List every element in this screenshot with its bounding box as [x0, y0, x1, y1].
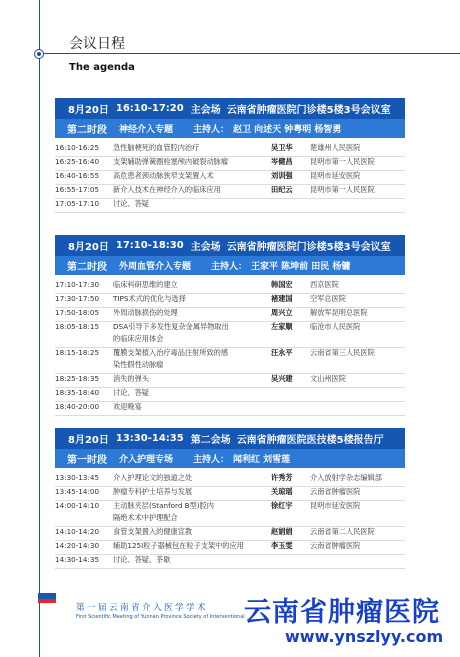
- row-topic-line: 支架辅助弹簧圈栓塞颅内破裂动脉瘤: [113, 157, 229, 166]
- agenda-row: [55, 555, 405, 569]
- agenda-row: [55, 171, 405, 185]
- section-venue-type: 主会场: [190, 105, 221, 116]
- row-topic-line: 讨论、答疑: [113, 388, 149, 397]
- agenda-row: [55, 473, 405, 487]
- session-topic: 神经介入专题: [119, 125, 174, 135]
- row-time: 16:40-16:55: [55, 171, 100, 180]
- row-speaker: 吴卫华: [271, 143, 293, 152]
- agenda-row: [55, 388, 405, 402]
- row-topic: [113, 388, 269, 400]
- title-bullet-icon: [34, 49, 44, 59]
- title-rule: [39, 53, 460, 54]
- section-header: [55, 98, 405, 119]
- row-time: 18:40-20:00: [55, 402, 100, 411]
- section-venue-type: 第二会场: [190, 435, 231, 446]
- row-time: 16:25-16:40: [55, 157, 100, 166]
- section-date: 8月20日: [68, 105, 109, 116]
- row-topic-line: 讨论、答疑: [113, 199, 149, 208]
- session-topic: 外周血管介入专题: [119, 262, 192, 272]
- row-topic: [113, 143, 269, 155]
- row-speaker: 周兴立: [271, 308, 293, 317]
- row-topic-line: 染性假性动脉瘤: [113, 360, 164, 369]
- row-speaker: 李玉雯: [271, 541, 293, 550]
- session-host-label: 主持人：: [193, 125, 230, 135]
- row-time: 16:10-16:25: [55, 143, 100, 152]
- agenda-row: [55, 157, 405, 171]
- page-subtitle: The agenda: [69, 62, 135, 73]
- row-speaker: 刘训强: [271, 171, 293, 180]
- agenda-row: [55, 348, 405, 374]
- row-topic-line: DSA引导下多发性复杂金属异物取出: [113, 322, 229, 331]
- row-affiliation: 昆明市第一人民医院: [310, 157, 375, 166]
- row-time: 13:45-14:00: [55, 487, 100, 496]
- footer-meeting-name-en: First Scientific Meeting of Yunnan Province Society of Interventional: [76, 614, 245, 620]
- row-time: 16:55-17:05: [55, 185, 100, 194]
- agenda-row: [55, 308, 405, 322]
- section-venue-type: 主会场: [190, 242, 221, 253]
- row-topic: [113, 171, 269, 183]
- section-venue: 云南省肿瘤医院门诊楼5楼3号会议室: [226, 242, 391, 253]
- row-topic-line: 介入护理论文的独道之处: [113, 473, 193, 482]
- row-affiliation: 文山州医院: [310, 374, 346, 383]
- row-time: 13:30-13:45: [55, 473, 100, 482]
- row-speaker: 田纪云: [271, 185, 293, 194]
- row-topic: [113, 157, 269, 169]
- society-flag-icon: [38, 593, 56, 603]
- agenda-row: [55, 402, 405, 416]
- page-title: 会议日程: [69, 36, 125, 52]
- session-subheader: [55, 256, 405, 275]
- session-topic: 介入护理专场: [119, 455, 174, 465]
- row-topic-line: 消失的弹头: [113, 374, 149, 383]
- session-period: 第二时段: [67, 125, 107, 136]
- row-topic-line: 欢迎晚宴: [113, 402, 142, 411]
- row-affiliation: 介入放射学杂志编辑部: [310, 473, 382, 482]
- section-time: 16:10-17:20: [115, 103, 184, 114]
- row-affiliation: 昆明市延安医院: [310, 171, 361, 180]
- row-time: 18:35-18:40: [55, 388, 100, 397]
- row-affiliation: 云南省第三人民医院: [310, 348, 375, 357]
- row-speaker: 左家顺: [271, 322, 293, 331]
- row-time: 18:15-18:25: [55, 348, 100, 357]
- session-period: 第二时段: [67, 262, 107, 273]
- session-hosts: 闻利红 刘雪莲: [233, 455, 291, 465]
- row-time: 17:30-17:50: [55, 294, 100, 303]
- row-affiliation: 西京医院: [310, 280, 339, 289]
- row-time: 14:00-14:10: [55, 501, 100, 510]
- session-hosts: 赵卫 向述天 钟粤明 杨智勇: [233, 125, 342, 135]
- row-affiliation: 昆明市延安医院: [310, 501, 361, 510]
- agenda-row: [55, 280, 405, 294]
- agenda-row: [55, 374, 405, 388]
- row-topic-line: 肿瘤专科护士培养与发展: [113, 487, 193, 496]
- row-topic: [113, 501, 269, 525]
- session-period: 第一时段: [67, 455, 107, 466]
- row-topic-line: 急性脑梗死的血管腔内治疗: [113, 143, 200, 152]
- row-topic-line: 覆膜支架植入治疗毒品注射所致的感: [113, 348, 229, 357]
- section-venue: 云南省肿瘤医院医技楼5楼报告厅: [236, 435, 384, 446]
- row-speaker: 许秀芳: [271, 473, 293, 482]
- section-date: 8月20日: [68, 435, 109, 446]
- row-affiliation: 云南省肿瘤医院: [310, 487, 361, 496]
- row-topic-line: TIPS术式的优化与选择: [113, 294, 186, 303]
- row-affiliation: 云南省第二人民医院: [310, 527, 375, 536]
- row-topic: [113, 374, 269, 386]
- row-time: 18:25-18:35: [55, 374, 100, 383]
- row-time: 14:30-14:35: [55, 555, 100, 564]
- row-speaker: 关琼瑶: [271, 487, 293, 496]
- row-topic: [113, 280, 269, 292]
- session-subheader: [55, 449, 405, 468]
- section-venue: 云南省肿瘤医院门诊楼5楼3号会议室: [226, 105, 391, 116]
- row-speaker: 褚建国: [271, 294, 293, 303]
- row-topic-line: 的临床应用体会: [113, 334, 164, 343]
- row-topic: [113, 402, 269, 414]
- row-speaker: 吴兴建: [271, 374, 293, 383]
- section-header: [55, 235, 405, 256]
- row-affiliation: 临沧市人民医院: [310, 322, 361, 331]
- row-topic: [113, 527, 269, 539]
- row-affiliation: 解放军昆明总医院: [310, 308, 368, 317]
- section-date: 8月20日: [68, 242, 109, 253]
- watermark-url: www.ynszlyy.com: [285, 627, 444, 646]
- agenda-row: [55, 541, 405, 555]
- row-topic-line: 外周动脉损伤的处理: [113, 308, 178, 317]
- row-topic: [113, 555, 269, 567]
- row-topic: [113, 348, 269, 372]
- row-time: 17:50-18:05: [55, 308, 100, 317]
- row-time: 17:05-17:10: [55, 199, 100, 208]
- session-subheader: [55, 119, 405, 138]
- row-affiliation: 楚雄州人民医院: [310, 143, 361, 152]
- row-affiliation: 空军总医院: [310, 294, 346, 303]
- row-speaker: 岑健昌: [271, 157, 293, 166]
- row-time: 14:20-14:30: [55, 541, 100, 550]
- row-affiliation: 云南省肿瘤医院: [310, 541, 361, 550]
- row-topic-line: 高危患者颈动脉狭窄支架置入术: [113, 171, 214, 180]
- row-topic-line: 隔绝术术中护理配合: [113, 513, 178, 522]
- agenda-row: [55, 185, 405, 199]
- row-topic: [113, 487, 269, 499]
- agenda-row: [55, 294, 405, 308]
- agenda-section: [55, 98, 405, 213]
- footer-meeting-name: 第一届云南省介入医学学术: [76, 603, 208, 613]
- timeline-vertical-rule: [39, 0, 40, 657]
- section-header: [55, 428, 405, 449]
- row-topic: [113, 322, 269, 346]
- agenda-row: [55, 143, 405, 157]
- row-time: 17:10-17:30: [55, 280, 100, 289]
- row-speaker: 徐红宇: [271, 501, 293, 510]
- row-topic-line: 讨论、答疑、茶歇: [113, 555, 171, 564]
- agenda-section: [55, 428, 405, 569]
- agenda-row: [55, 487, 405, 501]
- watermark-hospital-name: 云南省肿瘤医院: [244, 597, 440, 628]
- agenda-row: [55, 501, 405, 527]
- row-time: 14:10-14:20: [55, 527, 100, 536]
- agenda-section: [55, 235, 405, 416]
- session-host-label: 主持人：: [193, 455, 230, 465]
- row-topic-line: 新介入技术在神经介入的临床应用: [113, 185, 221, 194]
- agenda-row: [55, 199, 405, 213]
- row-topic-line: 主动脉夹层(Stanford B型)腔内: [113, 501, 214, 510]
- session-hosts: 王家平 陈坤前 田民 杨镛: [251, 262, 351, 272]
- row-topic: [113, 294, 269, 306]
- row-affiliation: 昆明市第一人民医院: [310, 185, 375, 194]
- section-time: 13:30-14:35: [115, 433, 184, 444]
- row-speaker: 韩国宏: [271, 280, 293, 289]
- row-topic: [113, 541, 269, 553]
- row-speaker: 汪永平: [271, 348, 293, 357]
- row-topic: [113, 473, 269, 485]
- row-speaker: 赵娟娟: [271, 527, 293, 536]
- row-time: 18:05-18:15: [55, 322, 100, 331]
- section-time: 17:10-18:30: [115, 240, 184, 251]
- session-host-label: 主持人：: [211, 262, 248, 272]
- row-topic-line: 食管支架置入的健康宣教: [113, 527, 193, 536]
- row-topic: [113, 199, 269, 211]
- row-topic-line: 临床科研思维的建立: [113, 280, 178, 289]
- agenda-row: [55, 322, 405, 348]
- agenda-row: [55, 527, 405, 541]
- row-topic: [113, 185, 269, 197]
- row-topic-line: 辅助125I粒子器械包在粒子支架中的应用: [113, 541, 244, 550]
- row-topic: [113, 308, 269, 320]
